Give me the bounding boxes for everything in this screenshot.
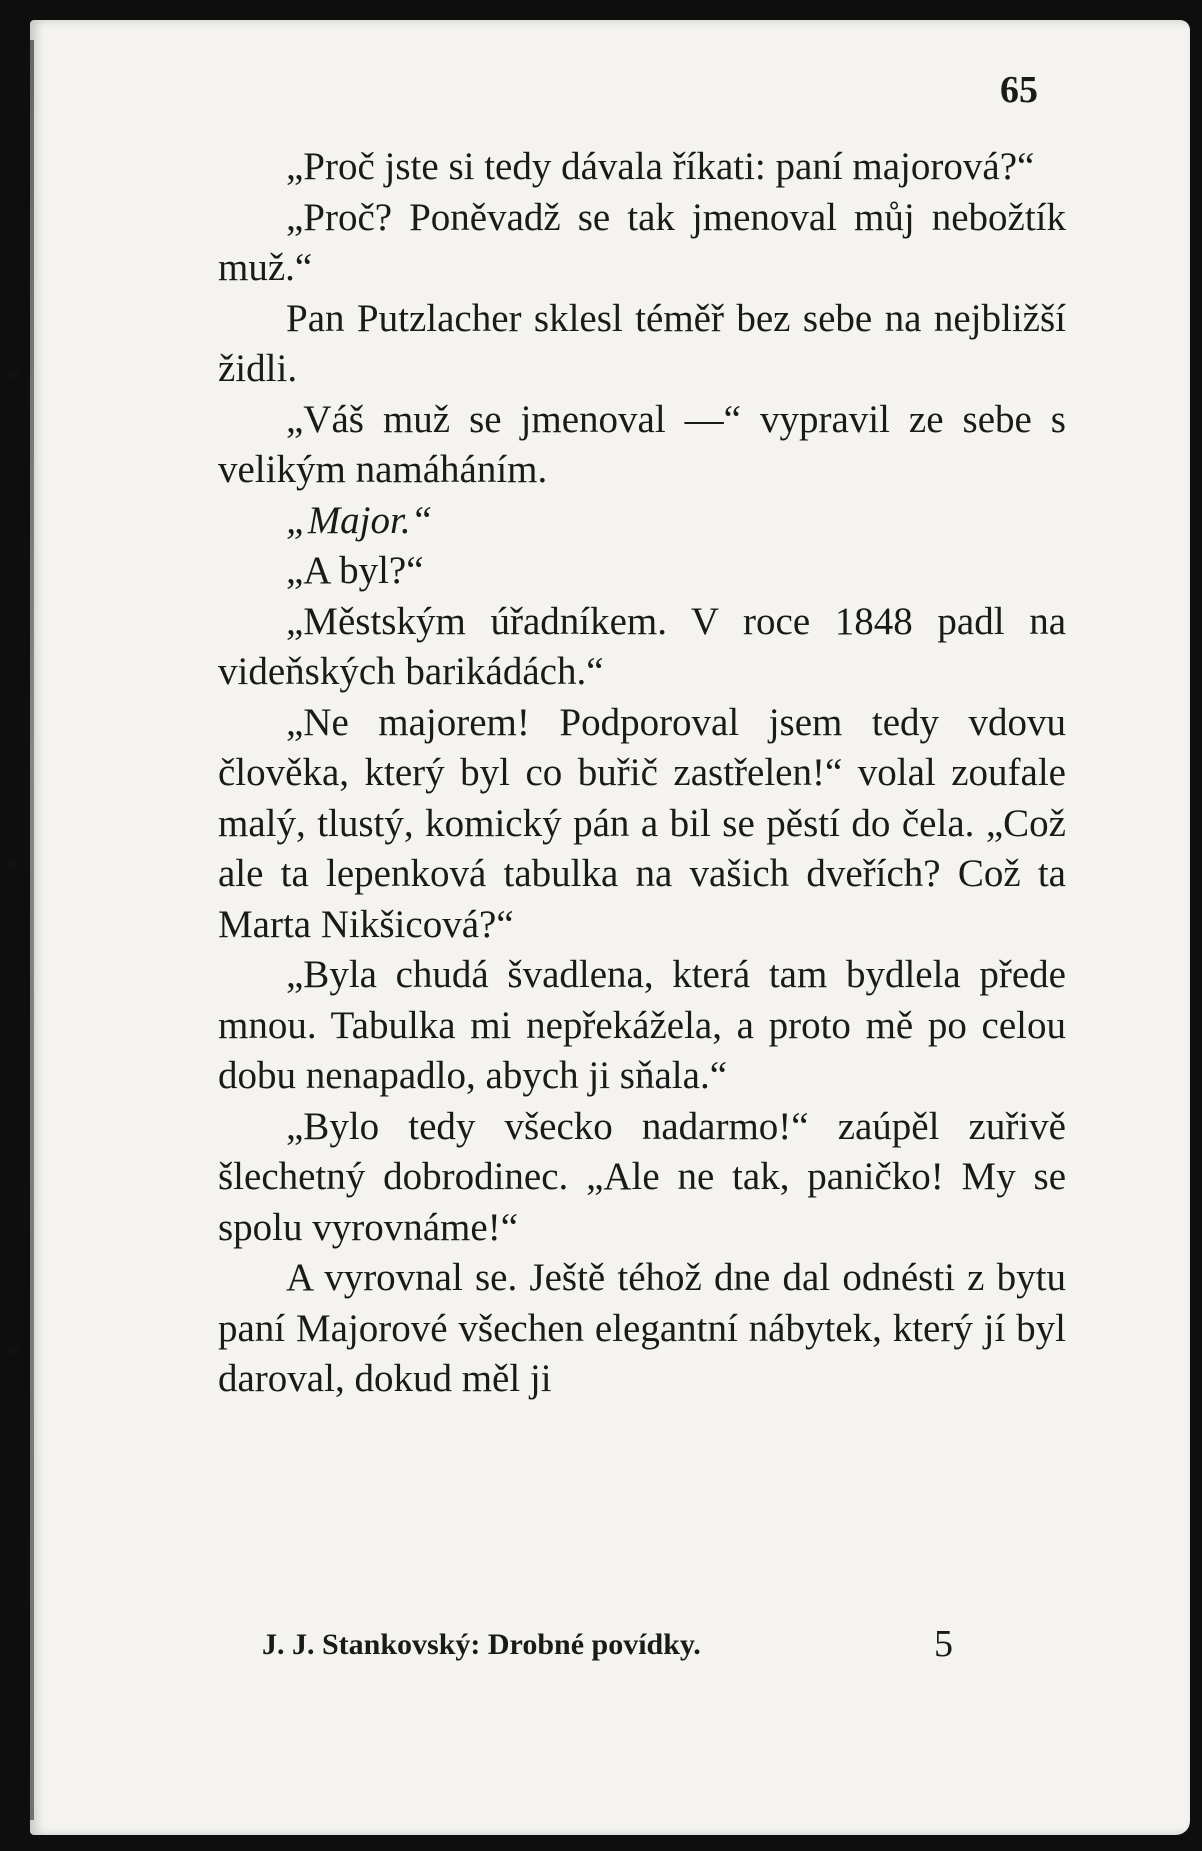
margin-mark — [6, 860, 20, 868]
paragraph-9: „Byla chudá švadlena, která tam bydlela přede mnou. Tabulka mi nepřekážela, a proto mě po celou dobu nenapadlo, abych ji sňala.“ — [218, 953, 1066, 1097]
paragraph-11: A vyrovnal se. Ještě téhož dne dal odnésti z bytu paní Majorové všechen elegantní nábytek, který jí byl daroval, dokud měl ji — [218, 1256, 1066, 1400]
paragraph-4: „Váš muž se jmenoval —“ vypravil ze sebe s velikým namáháním. — [218, 397, 1066, 491]
margin-mark — [6, 370, 20, 378]
book-page — [30, 20, 1190, 1835]
page-number: 65 — [1000, 69, 1038, 111]
page-footer — [262, 1623, 962, 1665]
paragraph-10: „Bylo tedy všecko nadarmo!“ zaúpěl zuřivě šlechetný dobrodinec. „Ale ne tak, paničko! My se spolu vyrovnáme!“ — [218, 1104, 1066, 1249]
binding-edge — [30, 40, 34, 1820]
margin-mark — [6, 1346, 20, 1354]
paragraph-1: „Proč jste si tedy dávala říkati: paní majorová?“ — [286, 145, 1035, 188]
signature-line: J. J. Stankovský: Drobné povídky. — [262, 1628, 701, 1661]
body-text — [218, 142, 1066, 1405]
paragraph-7: „Městským úřadníkem. V roce 1848 padl na videňských barikádách.“ — [218, 599, 1066, 693]
paragraph-2: „Proč? Poněvadž se tak jmenoval můj nebožtík muž.“ — [218, 195, 1066, 289]
sheet-number: 5 — [934, 1623, 953, 1665]
paragraph-3: Pan Putzlacher sklesl téměř bez sebe na nejbližší židli. — [218, 296, 1066, 390]
paragraph-5 — [218, 496, 1066, 547]
paragraph-5-text: „Major.“ — [286, 498, 433, 542]
paragraph-8: „Ne majorem! Podporoval jsem tedy vdovu člověka, který byl co buřič zastřelen!“ volal zoufale malý, tlustý, komický pán a bil se pěstí do čela. „Což ale ta lepenková tabulka na vašich dveřích? Což ta Marta Nikšicová?“ — [218, 700, 1066, 946]
paragraph-6: „A byl?“ — [286, 549, 424, 592]
